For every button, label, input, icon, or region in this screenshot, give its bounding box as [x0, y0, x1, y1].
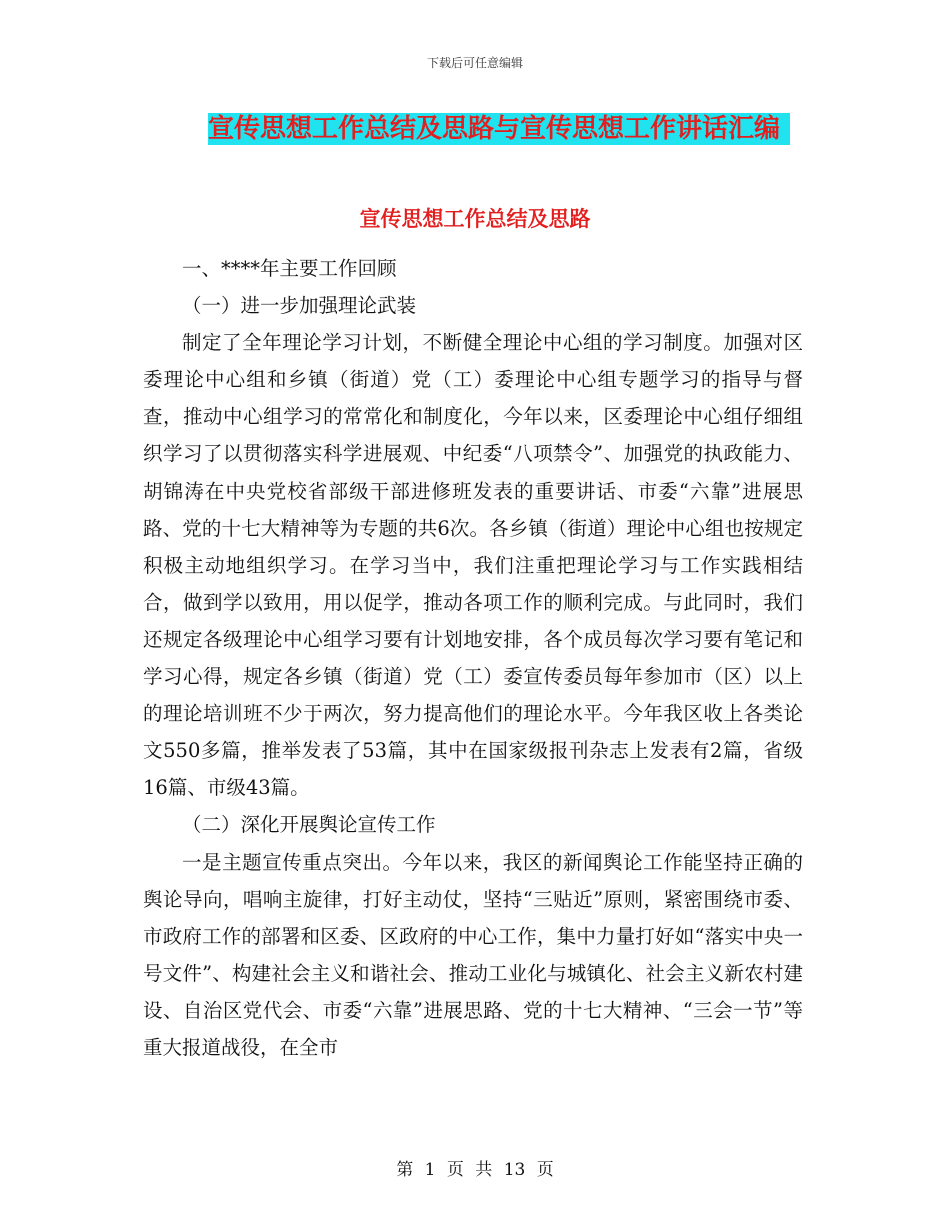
- sub-title: 宣传思想工作总结及思路: [359, 207, 591, 231]
- main-title-highlight: [208, 113, 790, 145]
- header-note: 下载后可任意编辑: [426, 56, 523, 70]
- subsection-heading: （一）进一步加强理论武装: [182, 294, 417, 318]
- main-title: 宣传思想工作总结及思路与宣传思想工作讲话汇编: [208, 114, 781, 144]
- subsection-heading: （二）深化开展舆论宣传工作: [182, 813, 436, 837]
- body-paragraph: 一是主题宣传重点突出。今年以来，我区的新闻舆论工作能坚持正确的舆论导向，唱响主旋律，打好主动仗，坚持“三贴近”原则，紧密围绕市委、市政府工作的部署和区委、区政府的中心工作，集中力量打好如“落实中央一号文件”、构建社会主义和谐社会、推动工业化与城镇化、社会主义新农村建设、自治区党代会、市委“六靠”进展思路、党的十七大精神、“三会一节”等重大报道战役，在全市: [143, 850, 803, 1059]
- section-heading: 一、****年主要工作回顾: [182, 257, 397, 280]
- body-paragraph: 制定了全年理论学习计划，不断健全理论中心组的学习制度。加强对区委理论中心组和乡镇（街道）党（工）委理论中心组专题学习的指导与督查，推动中心组学习的常常化和制度化，今年以来，区委理论中心组仔细组织学习了以贯彻落实科学进展观、中纪委“八项禁令”、加强党的执政能力、胡锦涛在中央党校省部级干部进修班发表的重要讲话、市委“六靠”进展思路、党的十七大精神等为专题的共6次。各乡镇（街道）理论中心组也按规定积极主动地组织学习。在学习当中，我们注重把理论学习与工作实践相结合，做到学以致用，用以促学，推动各项工作的顺利完成。与此同时，我们还规定各级理论中心组学习要有计划地安排，各个成员每次学习要有笔记和学习心得，规定各乡镇（街道）党（工）委宣传委员每年参加市（区）以上的理论培训班不少于两次，努力提高他们的理论水平。今年我区收上各类论文550多篇，推举发表了53篇，其中在国家级报刊杂志上发表有2篇，省级16篇、市级43篇。: [143, 331, 803, 800]
- page-footer: 第 1 页 共 13 页: [396, 1160, 554, 1180]
- document-body: [143, 250, 803, 1066]
